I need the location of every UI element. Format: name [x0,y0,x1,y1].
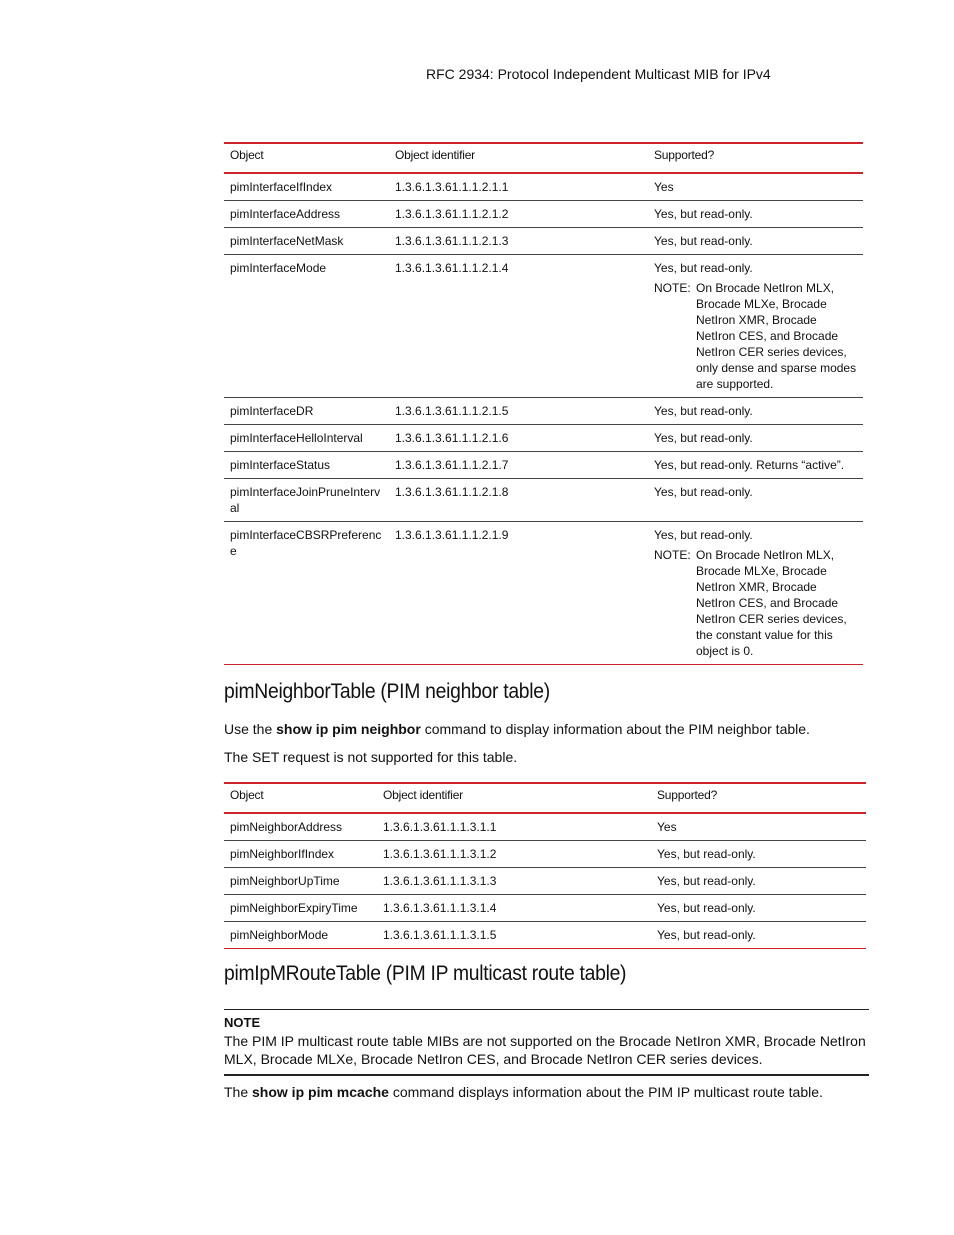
supported-text: Yes, but read-only. [654,207,753,221]
table-row [224,425,863,452]
table-row [224,228,863,255]
cell-supported [648,522,863,665]
supported-text: Yes, but read-only. [657,901,756,915]
cell-object: pimInterfaceIfIndex [224,173,389,201]
cell-supported [648,173,863,201]
cell-oid: 1.3.6.1.3.61.1.1.2.1.7 [389,452,648,479]
cell-supported [648,228,863,255]
cell-oid: 1.3.6.1.3.61.1.1.2.1.3 [389,228,648,255]
cell-object: pimInterfaceCBSRPreference [224,522,389,665]
table-header-row [224,143,863,173]
note-text: The PIM IP multicast route table MIBs are not supported on the Brocade NetIron XMR, Brocade NetIron MLX, Brocade MLXe, Brocade NetIron CES, and Brocade NetIron CER series devices. [224,1033,866,1067]
cell-oid: 1.3.6.1.3.61.1.1.3.1.3 [377,868,651,895]
supported-text: Yes [654,180,674,194]
cell-object: pimInterfaceMode [224,255,389,398]
cell-supported [651,868,866,895]
supported-text: Yes, but read-only. [654,431,753,445]
note-label: NOTE: [654,548,691,562]
cell-object: pimInterfaceDR [224,398,389,425]
column-header-supported: Supported? [648,143,863,173]
table-row [224,479,863,522]
supported-text: Yes, but read-only. [654,404,753,418]
table-row [224,522,863,665]
table-row [224,813,866,841]
section-heading-pim-neighbor-table: pimNeighborTable (PIM neighbor table) [224,680,550,703]
cell-oid: 1.3.6.1.3.61.1.1.3.1.2 [377,841,651,868]
cell-oid: 1.3.6.1.3.61.1.1.3.1.1 [377,813,651,841]
table-row [224,841,866,868]
table-row [224,398,863,425]
table-row [224,922,866,949]
column-header-object: Object [224,143,389,173]
cell-oid: 1.3.6.1.3.61.1.1.2.1.1 [389,173,648,201]
cell-supported [648,425,863,452]
table-row [224,868,866,895]
command-text: show ip pim neighbor [276,721,421,737]
cell-oid: 1.3.6.1.3.61.1.1.2.1.4 [389,255,648,398]
note-title: NOTE [224,1015,261,1030]
paragraph-text: Use the [224,721,277,737]
paragraph-text: command displays information about the PIM IP multicast route table. [388,1084,823,1100]
paragraph-set-request: The SET request is not supported for this table. [224,749,518,765]
cell-supported [648,255,863,398]
cell-object: pimInterfaceAddress [224,201,389,228]
cell-oid: 1.3.6.1.3.61.1.1.2.1.2 [389,201,648,228]
pim-interface-table [224,142,863,665]
note-box [224,1009,869,1076]
note-text: On Brocade NetIron MLX, Brocade MLXe, Brocade NetIron XMR, Brocade NetIron CES, and Brocade NetIron CER series devices, only dense and sparse modes are supported. [696,281,857,391]
supported-text: Yes, but read-only. [657,847,756,861]
cell-note [654,547,857,659]
paragraph-show-neighbor [224,720,810,738]
note-label: NOTE: [654,281,691,295]
cell-object: pimNeighborIfIndex [224,841,377,868]
supported-text: Yes, but read-only. Returns “active”. [654,458,845,472]
cell-object: pimInterfaceNetMask [224,228,389,255]
cell-object: pimNeighborUpTime [224,868,377,895]
supported-text: Yes, but read-only. [657,928,756,942]
cell-supported [651,841,866,868]
supported-text: Yes, but read-only. [657,874,756,888]
pim-neighbor-table [224,782,866,949]
cell-supported [651,813,866,841]
supported-text: Yes, but read-only. [654,261,753,275]
table-row [224,201,863,228]
cell-supported [651,895,866,922]
column-header-oid: Object identifier [389,143,648,173]
cell-object: pimNeighborAddress [224,813,377,841]
table-row [224,895,866,922]
cell-object: pimNeighborExpiryTime [224,895,377,922]
table-row [224,452,863,479]
command-text: show ip pim mcache [252,1084,389,1100]
supported-text: Yes, but read-only. [654,528,753,542]
table-row [224,173,863,201]
column-header-oid: Object identifier [377,783,651,813]
cell-supported [648,398,863,425]
cell-oid: 1.3.6.1.3.61.1.1.2.1.5 [389,398,648,425]
cell-oid: 1.3.6.1.3.61.1.1.2.1.9 [389,522,648,665]
cell-supported [651,922,866,949]
paragraph-show-mcache [224,1083,823,1101]
supported-text: Yes, but read-only. [654,234,753,248]
cell-supported [648,479,863,522]
cell-object: pimInterfaceStatus [224,452,389,479]
column-header-supported: Supported? [651,783,866,813]
cell-object: pimNeighborMode [224,922,377,949]
cell-object: pimInterfaceJoinPruneInterval [224,479,389,522]
cell-oid: 1.3.6.1.3.61.1.1.2.1.6 [389,425,648,452]
note-text: On Brocade NetIron MLX, Brocade MLXe, Brocade NetIron XMR, Brocade NetIron CES, and Brocade NetIron CER series devices, the constant value for this object is 0. [696,548,847,658]
paragraph-text: command to display information about the PIM neighbor table. [420,721,810,737]
cell-oid: 1.3.6.1.3.61.1.1.3.1.4 [377,895,651,922]
running-header: RFC 2934: Protocol Independent Multicast MIB for IPv4 [426,66,771,82]
cell-oid: 1.3.6.1.3.61.1.1.3.1.5 [377,922,651,949]
column-header-object: Object [224,783,377,813]
cell-supported [648,201,863,228]
paragraph-text: The [224,1084,253,1100]
cell-supported [648,452,863,479]
supported-text: Yes, but read-only. [654,485,753,499]
cell-oid: 1.3.6.1.3.61.1.1.2.1.8 [389,479,648,522]
section-heading-pim-ip-mroute-table: pimIpMRouteTable (PIM IP multicast route table) [224,962,627,985]
table-header-row [224,783,866,813]
cell-note [654,280,857,392]
table-row [224,255,863,398]
supported-text: Yes [657,820,677,834]
cell-object: pimInterfaceHelloInterval [224,425,389,452]
